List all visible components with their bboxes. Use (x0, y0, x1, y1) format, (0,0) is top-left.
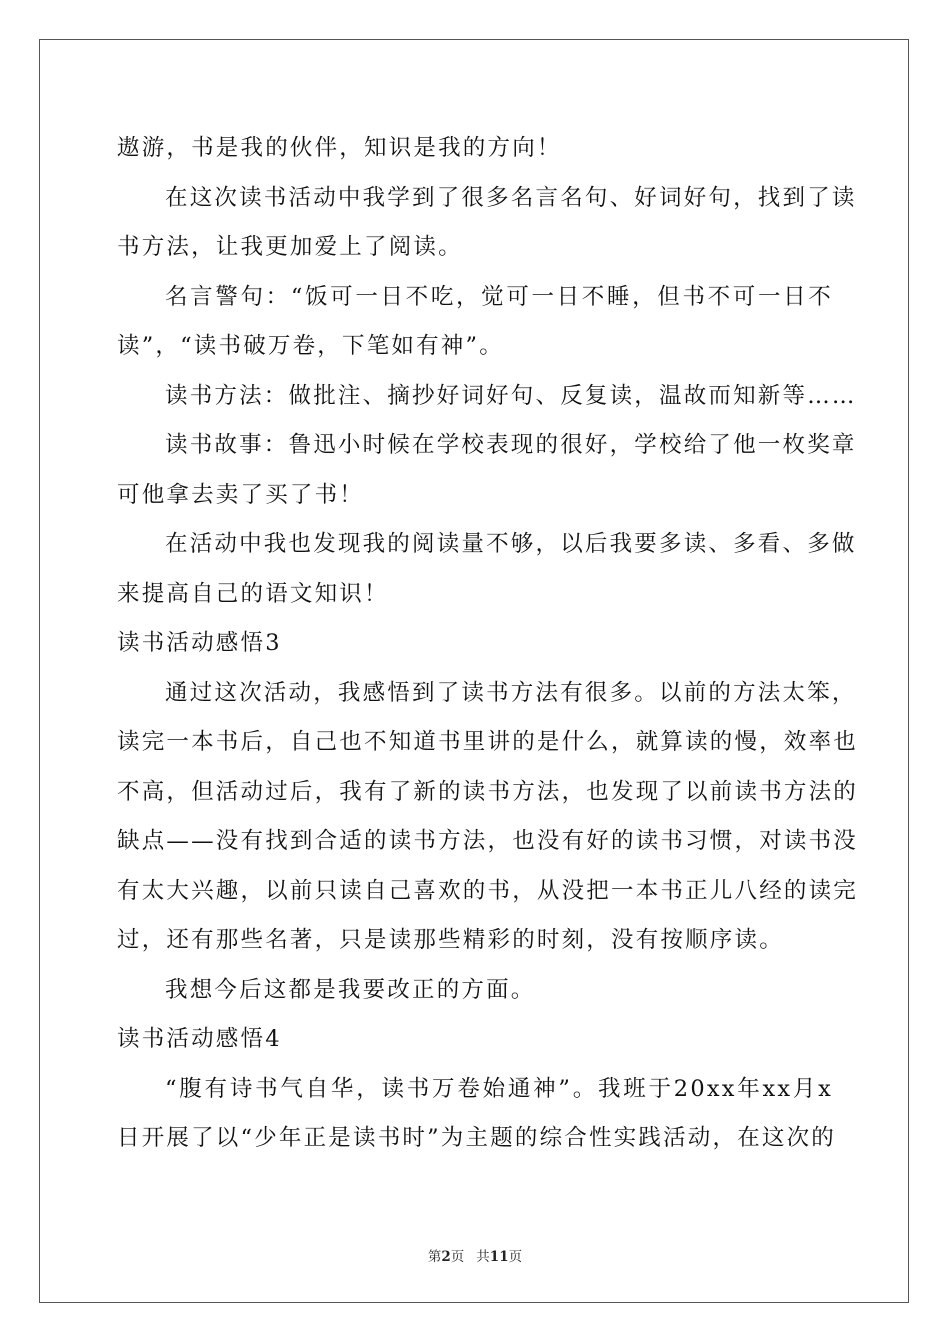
text-line: 可他拿去卖了买了书！ (117, 481, 365, 508)
text-line: 读书方法：做批注、摘抄好词好句、反复读，温故而知新等…… (165, 382, 857, 409)
text-line: 在这次读书活动中我学到了很多名言名句、好词好句，找到了读 (165, 184, 857, 211)
text-line: 缺点——没有找到合适的读书方法，也没有好的读书习惯，对读书没 (117, 828, 859, 854)
page-footer (0, 1245, 950, 1265)
text-line: 来提高自己的语文知识！ (117, 580, 389, 607)
text-line: 遨游，书是我的伙伴，知识是我的方向！ (117, 135, 562, 161)
text-line: 过，还有那些名著，只是读那些精彩的时刻，没有按顺序读。 (117, 927, 784, 953)
text-line: 有太大兴趣，以前只读自己喜欢的书，从没把一本书正儿八经的读完 (117, 877, 859, 904)
section-heading: 读书活动感悟4 (117, 1026, 282, 1052)
total-prefix: 共 (476, 1249, 490, 1265)
total-pages: 11 (489, 1249, 509, 1265)
page-prefix: 第 (427, 1249, 442, 1265)
total-suffix: 页 (508, 1249, 523, 1265)
text-line: 书方法，让我更加爱上了阅读。 (117, 234, 463, 260)
text-line: 在活动中我也发现我的阅读量不够，以后我要多读、多看、多做 (165, 531, 857, 557)
text-line: 通过这次活动，我感悟到了读书方法有很多。以前的方法太笨， (165, 679, 857, 706)
text-line: 读完一本书后，自己也不知道书里讲的是什么，就算读的慢，效率也 (117, 729, 859, 755)
page-suffix: 页 (450, 1249, 465, 1265)
section-heading: 读书活动感悟3 (117, 630, 282, 656)
page-number: 2 (441, 1249, 451, 1265)
text-line: 读书故事：鲁迅小时候在学校表现的很好，学校给了他一枚奖章 (165, 432, 857, 458)
text-line: 不高，但活动过后，我有了新的读书方法，也发现了以前读书方法的 (117, 778, 859, 805)
text-line: “腹有诗书气自华，读书万卷始通神”。我班于20xx年xx月x (165, 1075, 833, 1102)
text-line: 读”，“读书破万卷，下笔如有神”。 (117, 333, 504, 359)
text-line: 我想今后这都是我要改正的方面。 (165, 976, 536, 1003)
text-line: 日开展了以“少年正是读书时”为主题的综合性实践活动，在这次的 (117, 1125, 837, 1151)
text-line: 名言警句：“饭可一日不吃，觉可一日不睡，但书不可一日不 (165, 283, 833, 310)
document-body (117, 124, 859, 1164)
